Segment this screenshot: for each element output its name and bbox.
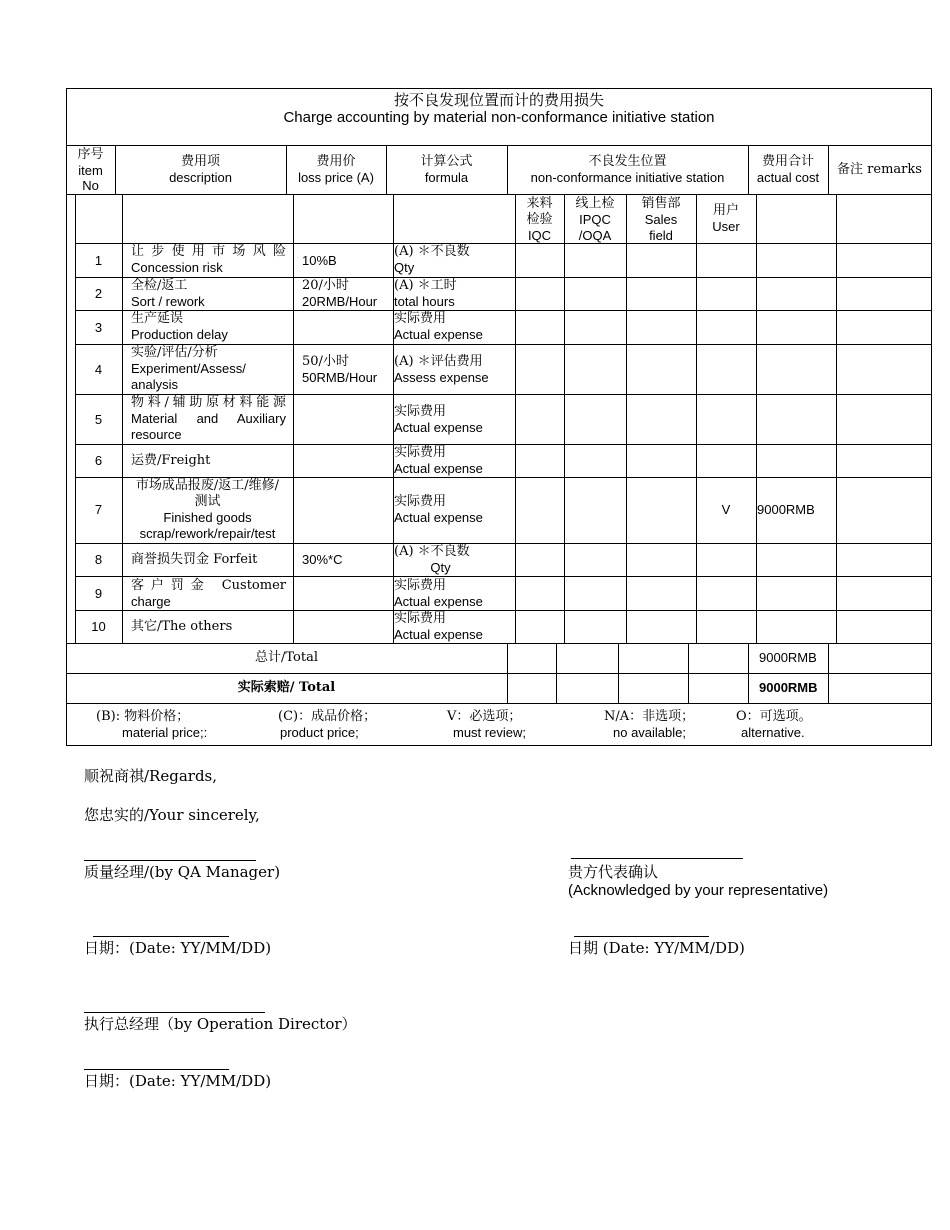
- row-number: 5: [94, 412, 103, 427]
- row-formula: (A) ＊不良数 Qty: [394, 544, 470, 575]
- legend-c: (C)：成品价格；: [278, 709, 377, 724]
- row-description: 商誉损失罚金 Forfeit: [131, 552, 258, 567]
- legend-na: N/A：非选项；: [604, 709, 695, 724]
- signature-line-director: [84, 1012, 265, 1013]
- actual-total-label: 实际索赔/ Total: [237, 680, 336, 695]
- table-title-en: Charge accounting by material non-conformance initiative station: [283, 109, 715, 126]
- row-user-mark: V: [721, 502, 731, 517]
- row-description: 其它/The others: [131, 619, 233, 634]
- row-number: 8: [94, 552, 103, 567]
- qa-manager-label: 质量经理/(by QA Manager): [84, 863, 281, 881]
- row-number: 7: [94, 502, 103, 517]
- closing-sincerely: 您忠实的/Your sincerely,: [84, 806, 260, 824]
- row-loss-price: 50/小时 50RMB/Hour: [302, 354, 378, 385]
- row-description: 客户罚金 Customer charge: [131, 578, 286, 609]
- legend-na-en: no available;: [613, 725, 686, 740]
- legend-v: V：必选项；: [447, 709, 522, 724]
- row-loss-price: 20/小时 20RMB/Hour: [302, 278, 378, 309]
- row-number: 10: [91, 619, 106, 634]
- signature-line-customer: [571, 858, 743, 859]
- date-left-label: 日期：(Date: YY/MM/DD): [84, 939, 272, 957]
- legend-b-en: material price;:: [122, 725, 208, 740]
- header-formula: 计算公式 formula: [420, 154, 473, 185]
- legend-o-en: alternative.: [741, 725, 805, 740]
- date-right-label: 日期 (Date: YY/MM/DD): [568, 939, 745, 957]
- total-label: 总计/Total: [254, 650, 318, 665]
- row-description: 实验/评估/分析 Experiment/Assess/ analysis: [131, 345, 246, 392]
- header-item-no: 序号 item No: [77, 147, 104, 193]
- row-formula: (A) ＊评估费用 Assess expense: [394, 354, 489, 385]
- row-number: 1: [94, 253, 103, 268]
- date-line-left: [93, 936, 229, 937]
- row-number: 4: [94, 362, 103, 377]
- subheader-iqc: 来料 检验 IQC: [526, 196, 553, 243]
- subheader-sales: 销售部 Sales field: [641, 196, 681, 243]
- row-number: 6: [94, 453, 103, 468]
- row-formula: (A) ＊不良数 Qty: [394, 244, 470, 275]
- row-formula: 实际费用 Actual expense: [394, 578, 483, 609]
- date-bottom-label: 日期：(Date: YY/MM/DD): [84, 1072, 272, 1090]
- row-number: 2: [94, 286, 103, 301]
- row-formula: 实际费用 Actual expense: [394, 494, 483, 525]
- closing-regards: 顺祝商祺/Regards,: [84, 767, 218, 785]
- row-number: 3: [94, 320, 103, 335]
- row-description: 市场成品报废/返工/维修/ 测试 Finished goods scrap/rework/repair/test: [135, 478, 280, 541]
- row-formula: (A) ＊工时 total hours: [394, 278, 457, 309]
- header-remarks: 备注 remarks: [837, 162, 922, 177]
- signature-line-qa: [84, 860, 256, 861]
- row-actual-cost: 9000RMB: [757, 502, 815, 517]
- row-description: 生产延误 Production delay: [131, 311, 228, 342]
- customer-rep-label-en: (Acknowledged by your representative): [568, 882, 829, 899]
- header-description: 费用项 description: [169, 154, 232, 185]
- row-formula: 实际费用 Actual expense: [394, 311, 483, 342]
- row-loss-price: 10%B: [302, 253, 337, 268]
- row-loss-price: 30%*C: [302, 552, 343, 567]
- legend-c-en: product price;: [280, 725, 359, 740]
- customer-rep-label: 贵方代表确认: [568, 863, 659, 881]
- legend-o: O：可选项。: [736, 709, 812, 724]
- date-line-right: [574, 936, 709, 937]
- row-number: 9: [94, 586, 103, 601]
- row-formula: 实际费用 Actual expense: [394, 611, 483, 642]
- header-loss-price: 费用价 loss price (A): [298, 154, 374, 185]
- actual-total-value: 9000RMB: [759, 680, 818, 695]
- date-line-bottom: [84, 1069, 229, 1070]
- legend-v-en: must review;: [453, 725, 526, 740]
- row-description: 让步使用市场风险 Concession risk: [131, 244, 286, 275]
- table-title-zh: 按不良发现位置而计的费用损失: [393, 91, 604, 109]
- header-station: 不良发生位置 non-conformance initiative station: [530, 154, 725, 185]
- total-value: 9000RMB: [759, 650, 817, 665]
- row-description: 运费/Freight: [131, 453, 211, 468]
- subheader-ipqc: 线上检 IPQC /OQA: [575, 196, 615, 243]
- subheader-user: 用户 User: [712, 203, 740, 234]
- row-description: 物料/辅助原材料能源 Material and Auxiliary resource: [131, 395, 286, 442]
- header-actual-cost: 费用合计 actual cost: [756, 154, 820, 185]
- op-director-label: 执行总经理（by Operation Director）: [84, 1015, 357, 1033]
- row-description: 全检/返工 Sort / rework: [131, 278, 205, 309]
- row-formula: 实际费用 Actual expense: [394, 445, 483, 476]
- row-formula: 实际费用 Actual expense: [394, 404, 483, 435]
- legend-b: (B): 物料价格；: [96, 709, 190, 724]
